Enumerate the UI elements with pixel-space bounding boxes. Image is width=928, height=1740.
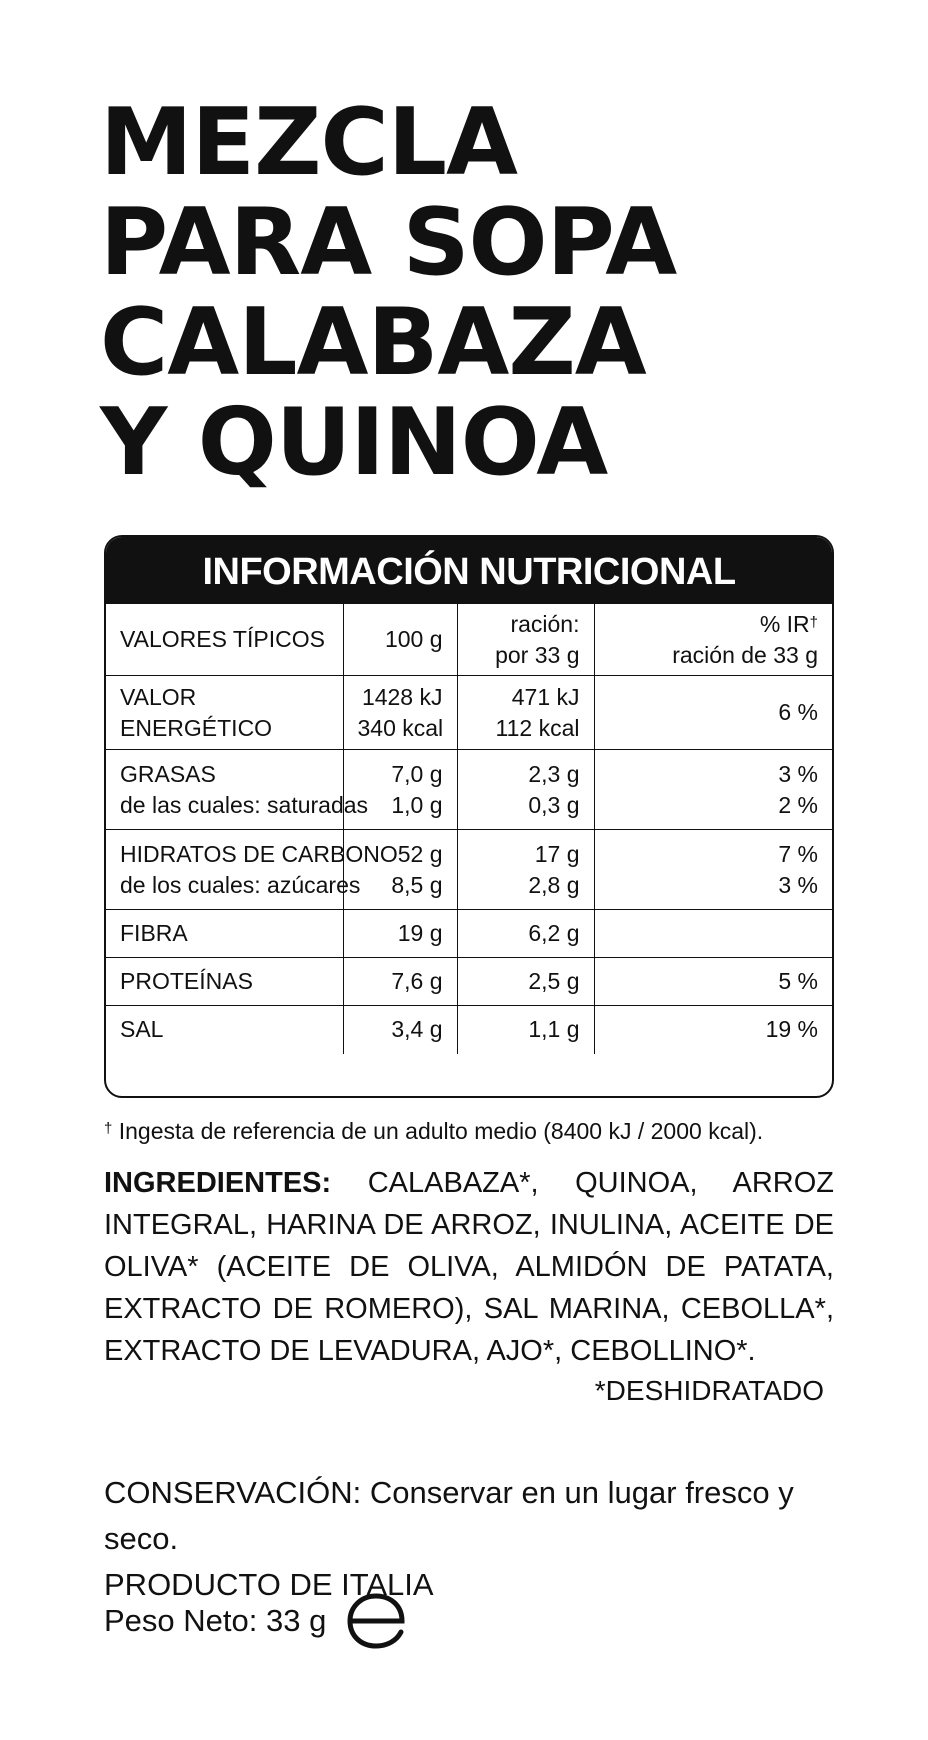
energy-portion-kj: 471 kJ xyxy=(511,683,580,710)
header-portion-line1: ración: xyxy=(510,610,580,637)
fibre-label: FIBRA xyxy=(106,910,343,958)
carbs-portion-cell xyxy=(457,830,594,910)
fat-portion-cell xyxy=(457,750,594,830)
salt-ri: 19 % xyxy=(594,1006,832,1054)
estimated-sign-icon xyxy=(344,1592,408,1650)
net-weight xyxy=(104,1592,408,1650)
footnote-text: Ingesta de referencia de un adulto medio (8400 kJ / 2000 kcal). xyxy=(112,1118,764,1144)
row-protein xyxy=(106,958,832,1006)
row-carbs xyxy=(106,830,832,910)
sugars-per100: 8,5 g xyxy=(391,871,443,898)
energy-portion-kcal: 112 kcal xyxy=(495,714,580,741)
energy-ri: 6 % xyxy=(594,676,832,750)
row-salt xyxy=(106,1006,832,1054)
saturated-ri: 2 % xyxy=(778,791,818,818)
header-ri-text: % IR xyxy=(759,610,810,637)
header-ri xyxy=(594,604,832,676)
ingredients-list xyxy=(104,1162,834,1372)
salt-per100: 3,4 g xyxy=(343,1006,457,1054)
title-line-2: PARA SOPA xyxy=(100,188,677,296)
fat-per100: 7,0 g xyxy=(391,760,443,787)
energy-per100 xyxy=(343,676,457,750)
carbs-portion: 17 g xyxy=(534,840,580,867)
title-line-1: MEZCLA xyxy=(100,88,517,196)
fat-portion: 2,3 g xyxy=(528,760,580,787)
salt-portion: 1,1 g xyxy=(457,1006,594,1054)
header-ri-dagger: † xyxy=(809,613,818,631)
row-fat xyxy=(106,750,832,830)
conservation-instructions: CONSERVACIÓN: Conservar en un lugar fresco y seco. xyxy=(104,1475,794,1556)
net-weight-text: Peso Neto: 33 g xyxy=(104,1603,327,1638)
reference-intake-footnote xyxy=(104,1116,844,1146)
carbs-per100: 52 g xyxy=(397,840,443,867)
ingredients-text: CALABAZA*, QUINOA, ARROZ INTEGRAL, HARINA DE ARROZ, INULINA, ACEITE DE OLIVA* (ACEITE DE OLIVA, ALMIDÓN DE PATATA, EXTRACTO DE ROMERO), SAL MARINA, CEBOLLA*, EXTRACTO DE LEVADURA, AJO*, CEBOLLINO*. xyxy=(104,1167,834,1367)
fat-label: GRASAS xyxy=(120,760,216,787)
saturated-per100: 1,0 g xyxy=(391,791,443,818)
dehydrated-note: *DESHIDRATADO xyxy=(594,1375,824,1406)
protein-per100: 7,6 g xyxy=(343,958,457,1006)
header-per100: 100 g xyxy=(343,604,457,676)
sugars-ri: 3 % xyxy=(778,871,818,898)
fat-ri-cell xyxy=(594,750,832,830)
header-label: VALORES TÍPICOS xyxy=(106,604,343,676)
header-ri-line2: ración de 33 g xyxy=(672,641,818,668)
row-fibre xyxy=(106,910,832,958)
fibre-portion: 6,2 g xyxy=(457,910,594,958)
footnote-dagger: † xyxy=(104,1120,113,1137)
header-portion xyxy=(457,604,594,676)
carbs-ri: 7 % xyxy=(778,840,818,867)
sugars-portion: 2,8 g xyxy=(528,871,580,898)
row-energy xyxy=(106,676,832,750)
fibre-ri xyxy=(594,910,832,958)
carbs-ri-cell xyxy=(594,830,832,910)
nutrition-heading: INFORMACIÓN NUTRICIONAL xyxy=(106,537,832,603)
energy-label: VALOR ENERGÉTICO xyxy=(106,676,343,750)
header-portion-line2: por 33 g xyxy=(495,641,580,668)
salt-label: SAL xyxy=(106,1006,343,1054)
protein-portion: 2,5 g xyxy=(457,958,594,1006)
nutrition-grid xyxy=(106,603,832,1054)
saturated-portion: 0,3 g xyxy=(528,791,580,818)
protein-label: PROTEÍNAS xyxy=(106,958,343,1006)
fibre-per100: 19 g xyxy=(343,910,457,958)
carbs-label: HIDRATOS DE CARBONO xyxy=(120,840,398,867)
energy-per100-kcal: 340 kcal xyxy=(357,714,444,741)
protein-ri: 5 % xyxy=(594,958,832,1006)
title-line-3: CALABAZA xyxy=(100,288,646,396)
conservation-block xyxy=(104,1470,864,1608)
title-line-4: Y QUINOA xyxy=(100,388,608,496)
header-row xyxy=(106,604,832,676)
carbs-label-cell xyxy=(106,830,398,910)
origin-text: PRODUCTO DE ITALIA xyxy=(104,1567,434,1602)
sugars-label: de los cuales: azúcares xyxy=(120,871,361,898)
nutrition-table xyxy=(104,535,834,1098)
energy-per100-kj: 1428 kJ xyxy=(361,683,443,710)
header-ri-line1 xyxy=(609,609,819,640)
product-title xyxy=(100,88,860,496)
ingredients-label: INGREDIENTES: xyxy=(104,1167,332,1199)
energy-portion xyxy=(457,676,594,750)
saturated-label: de las cuales: saturadas xyxy=(120,791,369,818)
fat-label-cell xyxy=(106,750,369,830)
fat-ri: 3 % xyxy=(778,760,818,787)
